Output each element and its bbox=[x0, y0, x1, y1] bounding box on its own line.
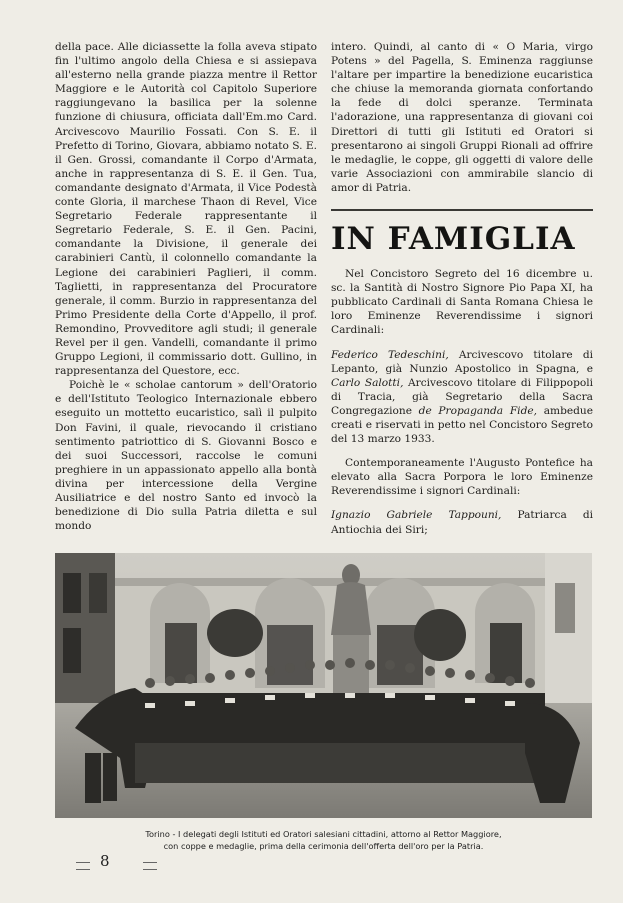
group-photo-image bbox=[55, 553, 592, 818]
section-divider bbox=[331, 209, 593, 211]
cardinal-1-name: Federico Tedeschini, bbox=[331, 348, 449, 361]
cardinals-paragraph bbox=[331, 348, 593, 447]
caption-line-1: Torino - I delegati degli Istituti ed Oratori salesiani cittadini, attorno al Rettor Maggiore, bbox=[145, 829, 502, 839]
photo-caption bbox=[55, 828, 592, 852]
cardinal-3-name: Ignazio Gabriele Tappouni, bbox=[331, 509, 502, 522]
section-heading: IN FAMIGLIA bbox=[331, 221, 576, 258]
right-continuation: intero. Quindi, al canto di « O Maria, virgo Potens » del Pagella, S. Eminenza raggiunse l'altare per impartire la benedizione eucaristica che chiuse la memoranda giornata confortando la fede di dolci speranze. Terminata l'adorazione, una rappresentanza di giovani coi Direttori di tutti gli Istituti ed Oratori si presentarono ai singoli Gruppi Rionali ad offrire le medaglie, le coppe, gli oggetti di valore delle varie Associazioni con ammirabile slancio di amor di Patria. bbox=[331, 41, 593, 194]
left-paragraph-1: della pace. Alle diciassette la folla aveva stipato fin l'ultimo angolo della Chiesa e si assiepava all'esterno nella grande piazza mentre il Rettor Maggiore e le Autorità col Capitolo Superiore raggiungevano la basilica per la solenne funzione di chiusura, officiata dall'Em.mo Card. Arcivescovo Maurilio Fossati. Con S. E. il Prefetto di Torino, Giovara, abbiamo notato S. E. il Gen. Grossi, comandante il Corpo d'Armata, anche in rappresentanza di S. E. il Gen. Tua, comandante designato d'Armata, il Vice Podestà conte Gloria, il marchese Thaon di Revel, Vice Segretario Federale rappresentante il Segretario Federale, S. E. il Gen. Pacini, comandante la Divisione, il generale dei carabinieri Cantù, il colonnello comandante la Legione dei carabinieri Paglieri, il comm. Taglietti, in rappresentanza del Procuratore generale, il comm. Burzio in rappresentanza del Primo Presidente della Corte d'Appello, il prof. Remondino, Provveditore agli studi; il generale Revel per il gen. Vandelli, comandante il primo Gruppo Legioni, il commissario dott. Gullino, in rappresentanza del Questore, ecc. bbox=[55, 41, 317, 378]
second-paragraph: Contemporaneamente l'Augusto Pontefice ha elevato alla Sacra Porpora le loro Eminenze Reverendissime i signori Cardinali: bbox=[331, 457, 593, 498]
congregation-name: de Propaganda Fide, bbox=[418, 404, 537, 417]
cardinal-1-text: Arcivescovo titolare di Lepanto, già Nunzio Apostolico in Spagna, e bbox=[331, 348, 593, 375]
footer-ornament-right bbox=[143, 862, 157, 870]
left-paragraph-2: Poichè le « scholae cantorum » dell'Oratorio e dell'Istituto Teologico Internazionale ebbero eseguito un mottetto eucaristico, salì il pulpito Don Favini, il quale, rievocando il cristiano sentimento patriottico di S. Giovanni Bosco e dei suoi Successori, raccolse le comuni preghiere in un appassionato appello alla bontà divina per intercessione della Vergine Ausiliatrice e del nostro Santo ed invocò la benedizione di Dio sulla Patria diletta e sul mondo bbox=[55, 379, 317, 533]
left-column bbox=[55, 40, 317, 533]
cardinal-3-text: Patriarca di Antiochia dei Siri; bbox=[331, 509, 593, 536]
cardinal-2-text: Arcivescovo titolare di Filippopoli di Tracia, già Segretario della Sacra Congregazione bbox=[331, 376, 593, 417]
page-number: 8 bbox=[100, 852, 110, 870]
cardinal-2-name: Carlo Salotti, bbox=[331, 376, 404, 389]
intro-paragraph: Nel Concistoro Segreto del 16 dicembre u. sc. la Santità di Nostro Signore Pio Papa XI, ha pubblicato Cardinali di Santa Romana Chiesa le loro Eminenze Reverendissime i signori Cardinali: bbox=[331, 268, 593, 337]
footer-ornament-left bbox=[76, 862, 90, 870]
cardinal-3-paragraph bbox=[331, 508, 593, 536]
caption-line-2: con coppe e medaglie, prima della cerimonia dell'offerta dell'oro per la Patria. bbox=[163, 841, 484, 851]
cardinal-2-tail: ambedue creati e riservati in petto nel Concistoro Segreto del 13 marzo 1933. bbox=[331, 404, 593, 446]
right-column bbox=[331, 40, 593, 537]
group-photo bbox=[55, 553, 592, 818]
